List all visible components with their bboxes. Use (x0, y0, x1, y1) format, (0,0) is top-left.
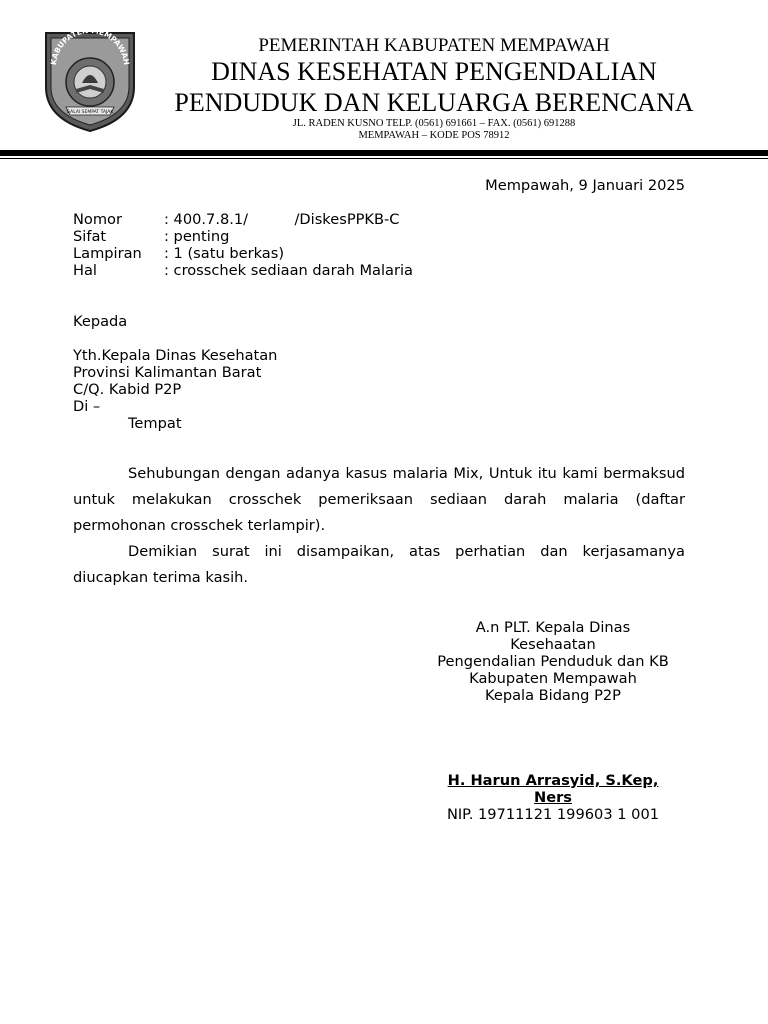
lampiran-value: : 1 (satu berkas) (164, 245, 285, 262)
regency-emblem-logo (40, 27, 140, 133)
emblem-top-text: KABUPATEN MEMPAWAH (48, 27, 132, 66)
agency-address-line1: JL. RADEN KUSNO TELP. (0561) 691661 – FAX. (0561) 691288 (292, 118, 576, 129)
body-paragraph-2: Demikian surat ini disampaikan, atas perhatian dan kerjasamanya diucapkan terima kasih. (73, 543, 685, 586)
hal-value: : crosschek sediaan darah Malaria (164, 262, 413, 279)
government-name: PEMERINTAH KABUPATEN MEMPAWAH (258, 35, 610, 56)
signatory-position-line5: Kepala Bidang P2P (485, 687, 621, 704)
recipient-line4: Di – (73, 398, 101, 415)
signatory-position-line1: A.n PLT. Kepala Dinas (475, 619, 631, 636)
recipient-line2: Provinsi Kalimantan Barat (73, 364, 262, 381)
signatory-name-line2: Ners (534, 789, 572, 806)
signatory-position-line4: Kabupaten Mempawah (469, 670, 637, 687)
recipient-line5: Tempat (128, 415, 182, 432)
recipient-line3: C/Q. Kabid P2P (73, 381, 182, 398)
letterhead-divider-thick (0, 150, 768, 156)
signatory-position-line3: Pengendalian Penduduk dan KB (437, 653, 669, 670)
nomor-value: : 400.7.8.1/ /DiskesPPKB-C (164, 211, 400, 228)
sifat-value: : penting (164, 228, 230, 245)
emblem-motto-text: GALAI SEMPAT TAJAK (66, 110, 114, 115)
signatory-position-line2: Kesehaatan (510, 636, 596, 653)
hal-label: Hal (73, 262, 97, 279)
letter-date: Mempawah, 9 Januari 2025 (485, 177, 685, 194)
agency-address-line2: MEMPAWAH – KODE POS 78912 (358, 130, 510, 141)
sifat-label: Sifat (73, 228, 107, 245)
body-paragraph-1: Sehubungan dengan adanya kasus malaria Mix, Untuk itu kami bermaksud untuk melakukan crosschek pemeriksaan sediaan darah malaria (daftar permohonan crosschek terlampir). (73, 465, 685, 534)
lampiran-label: Lampiran (73, 245, 142, 262)
kepada-label: Kepada (73, 313, 128, 330)
signatory-nip: NIP. 19711121 199603 1 001 (446, 806, 660, 823)
agency-name-line1: DINAS KESEHATAN PENGENDALIAN (211, 57, 657, 86)
nomor-label: Nomor (73, 211, 122, 228)
letterhead-divider-thin (0, 158, 768, 159)
signatory-name-line1: H. Harun Arrasyid, S.Kep, (447, 772, 659, 789)
agency-name-line2: PENDUDUK DAN KELUARGA BERENCANA (174, 88, 694, 117)
recipient-line1: Yth.Kepala Dinas Kesehatan (73, 347, 278, 364)
